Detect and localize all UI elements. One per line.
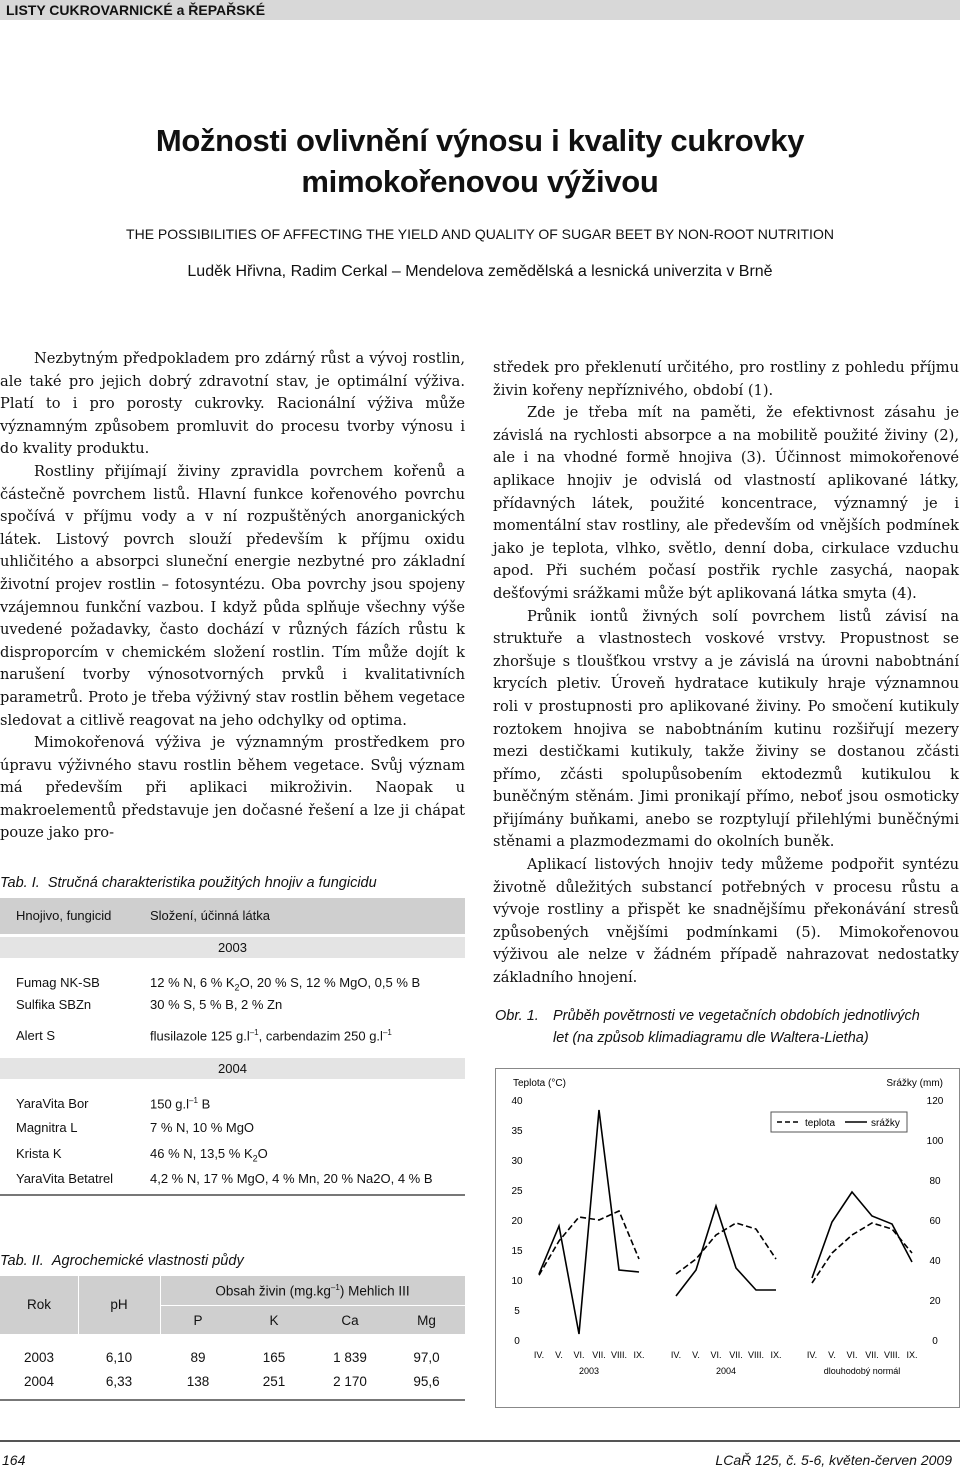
- paragraph: Mimokořenová výživa je významným prostředkem pro úpravu výživného stavu rostlin během vegetace. Svůj význam má především při aplikaci mikroživin. Naopak u makroelementů představuje jen dočasné řešení a lze ji chápat pouze jako pro-: [0, 734, 465, 842]
- table1-row-composition: 4,2 % N, 17 % MgO, 4 % Mn, 20 % Na2O, 4 % B: [150, 1171, 433, 1186]
- table1-row-name: Sulfika SBZn: [16, 997, 92, 1012]
- table1-caption: [0, 872, 377, 894]
- paragraph: Zde je třeba mít na paměti, že efektivnost zásahu je závislá na rychlosti absorpce a na mobilitě použité živiny (2), ale i na vhodné formě hnojiva (3). Účinnost mimokořenové aplikace hnojiv je odvislá od vlastností aplikované látky, přídavných látek, použité koncentrace, významný je i momentální stav rostliny, ale především od vnějších podmínek jako je teplota, vlhko, světlo, denní doba, cirkulace vzduchu apod. Při suchém počasí postřik rychle zasychá, naopak dešťovými srážkami může být aplikovaná látka smyta (4).: [493, 404, 959, 602]
- group-label: dlouhodobý normál: [823, 1366, 901, 1376]
- table2-cell: 251: [262, 1374, 286, 1389]
- paragraph: Rostliny přijímají živiny zpravidla povrchem kořenů a částečně povrchem listů. Hlavní funkce kořenového povrchu spočívá v příjmu vody a v ní rozpuštěných anorganických látek. Listový povrch slouží především k příjmu oxidu uhličitého a absorpci sluneční energie nezbytné pro základní životní projev rostlin – fotosyntézu. Oba povrchy jsou spojeny vzájemnou funkční vazbou. I když půda splňuje všechny výše uvedené požadavky, často dochází v různých fázích růstu k disproporcím v chemickém složení rostlin. Tím může dojít k narušení tvorby výnosotvorných prvků i kvalitativních parametrů. Proto je třeba výživný stav rostlin během vegetace sledovat a citlivě reagovat na jeho odchylky od optima.: [0, 462, 465, 729]
- legend-rain-label: srážky: [871, 1118, 900, 1129]
- climate-chart: [495, 1068, 960, 1408]
- month-tick-label: IX.: [633, 1350, 645, 1360]
- month-tick-label: IX.: [906, 1350, 918, 1360]
- month-tick-label: IX.: [770, 1350, 782, 1360]
- table1-row-name: YaraVita Betatrel: [16, 1171, 114, 1186]
- table2-cell: 6,33: [105, 1374, 133, 1389]
- legend-temp-label: teplota: [805, 1118, 836, 1129]
- month-tick-label: VI.: [846, 1350, 858, 1360]
- table2-cell: 165: [262, 1350, 286, 1365]
- table1: [0, 898, 465, 1196]
- precipitation-line: [676, 1206, 776, 1296]
- table2-cell: 97,0: [413, 1350, 440, 1365]
- y-tick-left: 25: [511, 1186, 523, 1197]
- table1-row-name: Krista K: [16, 1146, 62, 1161]
- table1-row-composition: 46 % N, 13,5 % $K_2O$: [150, 1146, 268, 1164]
- table1-bottom-rule: [0, 1194, 465, 1196]
- left-column: [0, 348, 465, 845]
- figure-caption: [495, 1005, 960, 1049]
- footer-rule: [0, 1440, 960, 1442]
- table2-header-ca: Ca: [341, 1313, 359, 1328]
- table2-header-k: K: [269, 1313, 279, 1328]
- y-tick-left: 20: [511, 1216, 523, 1227]
- paragraph: Průnik iontů živných solí povrchem listů závisí na struktuře a vlastnostech voskové vrstvy. Propustnost se zhoršuje s tloušťkou vrstvy a je závislá na úrovni nabobtnání krycích pletiv. Úroveň hydratace kutikuly hraje významnou roli v prostupnosti pro aplikované živiny. Po smočení kutikuly roztokem hnojiva se nabobtnáním kutinu rozšiřují mezery mezi destičkami kutikuly, takže živiny se dostanou zčásti přímo, zčásti spolupůsobením ektodezmů kutikulou k buněčným stěnám. Jimi pronikají přímo, neboť jsou osmoticky přijímány buňkami, anebo se rozptylují přilehlými buněčnými stěnami a plazmodezmami do okolních buněk.: [493, 607, 959, 851]
- article-title: [0, 120, 960, 202]
- y-tick-left: 30: [511, 1156, 523, 1167]
- y-tick-right: 100: [926, 1136, 944, 1147]
- month-tick-label: V.: [692, 1350, 700, 1360]
- y-axis-right-label: Srážky (mm): [886, 1078, 943, 1089]
- table2-label: Tab. II.: [0, 1253, 44, 1269]
- month-tick-label: V.: [555, 1350, 563, 1360]
- month-tick-label: V.: [828, 1350, 836, 1360]
- precipitation-line: [812, 1192, 912, 1278]
- month-tick-label: IV.: [670, 1350, 682, 1360]
- month-tick-label: VII.: [729, 1350, 743, 1360]
- month-tick-label: VIII.: [747, 1350, 765, 1360]
- table1-col2-header: Složení, účinná látka: [150, 908, 270, 923]
- month-tick-label: VI.: [573, 1350, 585, 1360]
- table1-row-composition: flusilazole 125 $g.l^{-1}$, carbendazim 250 $g.l^{-1}$: [150, 1028, 392, 1044]
- group-label: 2004: [715, 1366, 737, 1376]
- y-tick-left: 40: [511, 1096, 523, 1107]
- temperature-line: [676, 1223, 776, 1274]
- table2-cell: 89: [190, 1350, 206, 1365]
- journal-name: LISTY CUKROVARNICKÉ a ŘEPAŘSKÉ: [6, 2, 266, 18]
- table2-cell: 6,10: [105, 1350, 133, 1365]
- y-tick-left: 0: [514, 1336, 520, 1347]
- y-tick-right: 0: [932, 1336, 938, 1347]
- y-axis-left-label: Teplota (°C): [513, 1078, 566, 1089]
- english-title: THE POSSIBILITIES OF AFFECTING THE YIELD AND QUALITY OF SUGAR BEET BY NON-ROOT NUTRITION: [126, 226, 834, 242]
- y-tick-left: 15: [511, 1246, 523, 1257]
- title-line-2: mimokořenovou výživou: [301, 164, 659, 199]
- table2-caption: [0, 1250, 244, 1272]
- table1-row-composition: 30 % S, 5 % B, 2 % Zn: [150, 997, 283, 1012]
- y-tick-left: 10: [511, 1276, 523, 1287]
- month-tick-label: VIII.: [610, 1350, 628, 1360]
- table2-cell: 2003: [23, 1350, 55, 1365]
- table2-bottom-rule: [0, 1399, 465, 1401]
- table2-title: Agrochemické vlastnosti půdy: [51, 1253, 244, 1269]
- table1-row-name: Magnitra L: [16, 1120, 78, 1135]
- table1-col1-header: Hnojivo, fungicid: [16, 908, 112, 923]
- paragraph: Aplikací listových hnojiv tedy můžeme podpořit syntézu životně důležitých substancí potřebných v procesu růstu a vývoje rostliny a přispět ke snadnějšímu překonávání stresů způsobených vnějšími podmínkami (5). Mimokořenovou výživou ale nelze v žádném případě nahrazovat nedostatky základního hnojení.: [493, 856, 959, 987]
- table1-year-2004: 2004: [218, 1061, 247, 1076]
- y-tick-left: 5: [514, 1306, 520, 1317]
- table2-header-nutrients: Obsah živin $(mg.kg^{-1})$ Mehlich III: [215, 1283, 410, 1299]
- table2-cell: 138: [186, 1374, 210, 1389]
- group-label: 2003: [578, 1366, 600, 1376]
- paragraph-continuation: středek pro překlenutí určitého, pro rostliny z pohledu příjmu živin kořeny nepříznivého, období (1).: [493, 359, 959, 399]
- figure-caption-line-1: Průběh povětrnosti ve vegetačních obdobích jednotlivých: [553, 1008, 920, 1024]
- right-column: [493, 357, 959, 990]
- month-tick-label: IV.: [806, 1350, 818, 1360]
- table1-row-name: Fumag NK-SB: [16, 975, 100, 990]
- month-tick-label: IV.: [533, 1350, 545, 1360]
- figure-caption-line-2: let (na způsob klimadiagramu dle Waltera-Lietha): [553, 1030, 869, 1046]
- figure-label: Obr. 1.: [495, 1008, 539, 1024]
- y-tick-right: 20: [929, 1296, 941, 1307]
- month-tick-label: VII.: [592, 1350, 606, 1360]
- title-line-1: Možnosti ovlivnění výnosu i kvality cukrovky: [155, 123, 805, 158]
- table2-cell: 1 839: [333, 1350, 367, 1365]
- table1-row-composition: 150 $g.l^{-1}$ B: [150, 1096, 211, 1112]
- precipitation-line: [539, 1110, 639, 1334]
- table2-cell: 2004: [23, 1374, 55, 1389]
- y-tick-left: 35: [511, 1126, 523, 1137]
- table2-cell: 2 170: [333, 1374, 367, 1389]
- table2-cell: 95,6: [413, 1374, 440, 1389]
- table1-row-composition: 12 % N, 6 % $K_2O$, 20 % S, 12 % MgO, 0,5 % B: [150, 975, 421, 993]
- table2-header-rok: Rok: [26, 1297, 51, 1312]
- table2-header-ph: pH: [110, 1297, 128, 1312]
- climate-chart-svg: [495, 1068, 960, 1408]
- issue-info: LCaŘ 125, č. 5-6, květen-červen 2009: [715, 1452, 952, 1468]
- y-tick-right: 80: [929, 1176, 941, 1187]
- table1-row-name: YaraVita Bor: [16, 1096, 89, 1111]
- table2-divider: [160, 1305, 465, 1306]
- month-tick-label: VII.: [865, 1350, 879, 1360]
- table1-title: Stručná charakteristika použitých hnojiv a fungicidu: [47, 875, 377, 891]
- table2-header-mg: Mg: [417, 1313, 436, 1328]
- table1-year-2003: 2003: [218, 940, 247, 955]
- table1-row-name: Alert S: [16, 1028, 56, 1043]
- page-number: 164: [2, 1452, 26, 1468]
- paragraph: Nezbytným předpokladem pro zdárný růst a vývoj rostlin, ale také pro jejich dobrý zdravotní stav, je optimální výživa. Platí to i pro porosty cukrovky. Racionální výživa může významným způsobem promluvit do procesu tvorby výnosu i do kvality produktu.: [0, 350, 465, 458]
- table2-header-p: P: [193, 1313, 203, 1328]
- y-tick-right: 60: [929, 1216, 941, 1227]
- y-tick-right: 120: [926, 1096, 944, 1107]
- table1-row-composition: 7 % N, 10 % MgO: [150, 1120, 255, 1135]
- month-tick-label: VI.: [710, 1350, 722, 1360]
- y-tick-right: 40: [929, 1256, 941, 1267]
- month-tick-label: VIII.: [883, 1350, 901, 1360]
- table1-label: Tab. I.: [0, 875, 40, 891]
- table2: [0, 1276, 465, 1401]
- authors-line: Luděk Hřivna, Radim Cerkal – Mendelova zemědělská a lesnická univerzita v Brně: [187, 263, 773, 280]
